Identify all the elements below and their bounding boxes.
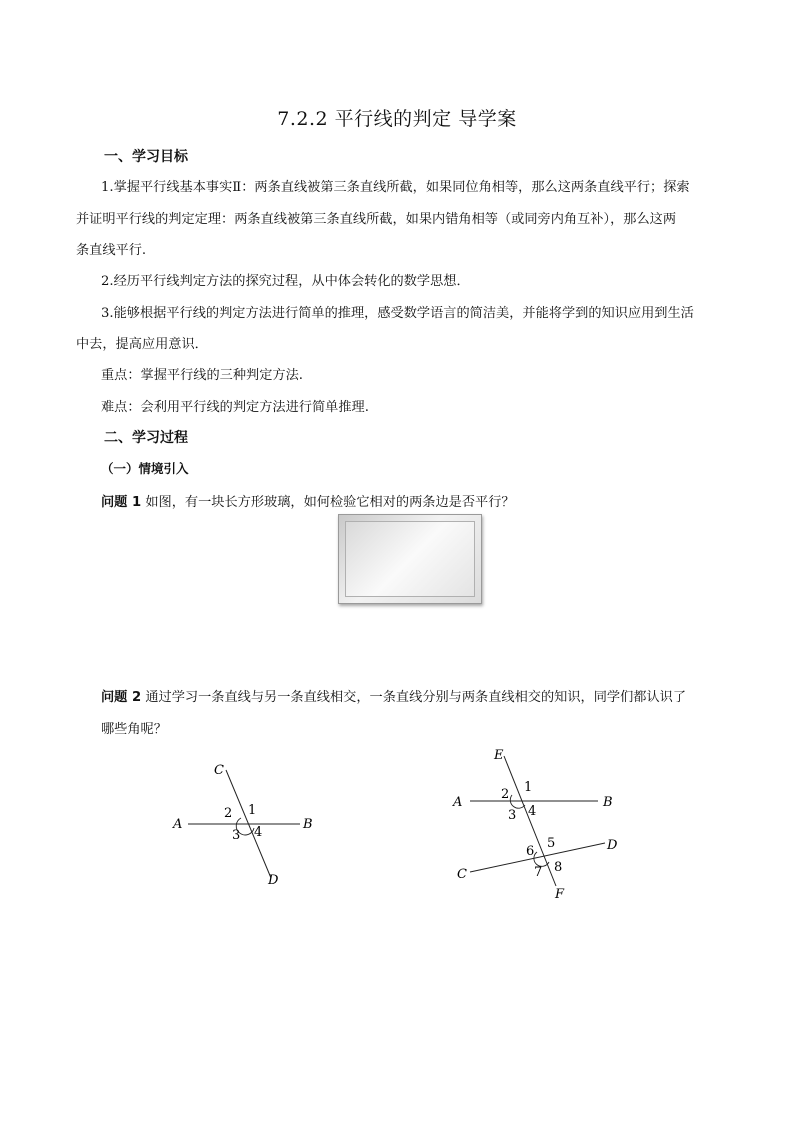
angle-8-label: 8 xyxy=(554,860,563,875)
difficulty: 难点：会利用平行线的判定方法进行简单推理. xyxy=(101,400,369,415)
angle-7-label: 7 xyxy=(534,865,543,880)
section-heading-goals: 一、学习目标 xyxy=(104,149,188,165)
angle-3-label: 3 xyxy=(232,828,241,843)
subsection-intro: （一）情境引入 xyxy=(101,461,189,476)
question-2-line-1 xyxy=(101,686,686,705)
label-a: A xyxy=(453,795,463,810)
label-d: D xyxy=(268,873,279,888)
question-1-label: 问题 1 xyxy=(101,495,142,510)
question-2-label: 问题 2 xyxy=(101,690,142,705)
angle-4-label: 4 xyxy=(528,804,537,819)
angle-2-label: 2 xyxy=(501,787,510,802)
label-a: A xyxy=(173,817,183,832)
angle-2-label: 2 xyxy=(224,806,233,821)
label-b: B xyxy=(603,795,613,810)
goal-3-line-1: 3.能够根据平行线的判定方法进行简单的推理，感受数学语言的简洁美，并能将学到的知识应用到生活 xyxy=(101,306,694,321)
angle-arc-upper xyxy=(510,795,525,808)
question-1 xyxy=(101,491,515,510)
label-e: E xyxy=(494,748,504,763)
label-b: B xyxy=(303,817,313,832)
question-2-text: 通过学习一条直线与另一条直线相交，一条直线分别与两条直线相交的知识，同学们都认识了 xyxy=(145,690,687,705)
goal-1-line-1: 1.掌握平行线基本事实Ⅱ：两条直线被第三条直线所截，如果同位角相等，那么这两条直线平行；探索 xyxy=(101,180,690,195)
key-point: 重点：掌握平行线的三种判定方法. xyxy=(101,368,304,383)
question-2-line-2: 哪些角呢？ xyxy=(101,722,167,737)
angle-3-label: 3 xyxy=(508,808,517,823)
angle-1-label: 1 xyxy=(524,780,533,795)
goal-1-line-2: 并证明平行线的判定定理：两条直线被第三条直线所截，如果内错角相等（或同旁内角互补），那么这两 xyxy=(76,212,677,227)
goal-2: 2.经历平行线判定方法的探究过程，从中体会转化的数学思想． xyxy=(101,274,470,289)
rectangular-glass-image xyxy=(338,514,482,604)
figure-transversal-lines xyxy=(450,742,630,902)
angle-6-label: 6 xyxy=(526,844,535,859)
angle-5-label: 5 xyxy=(547,836,556,851)
label-c: C xyxy=(214,763,224,778)
question-1-text: 如图，有一块长方形玻璃，如何检验它相对的两条边是否平行？ xyxy=(145,495,515,510)
goal-3-line-2: 中去，提高应用意识． xyxy=(76,337,208,352)
goal-1-line-3: 条直线平行. xyxy=(76,243,147,258)
figure-intersecting-lines xyxy=(168,758,328,893)
glass-surface xyxy=(345,521,475,597)
label-d: D xyxy=(607,838,618,853)
angle-4-label: 4 xyxy=(254,825,263,840)
label-c: C xyxy=(457,867,467,882)
angle-1-label: 1 xyxy=(248,803,257,818)
label-f: F xyxy=(555,887,565,902)
section-heading-process: 二、学习过程 xyxy=(104,430,188,446)
page-title: 7.2.2 平行线的判定 导学案 xyxy=(277,108,517,130)
